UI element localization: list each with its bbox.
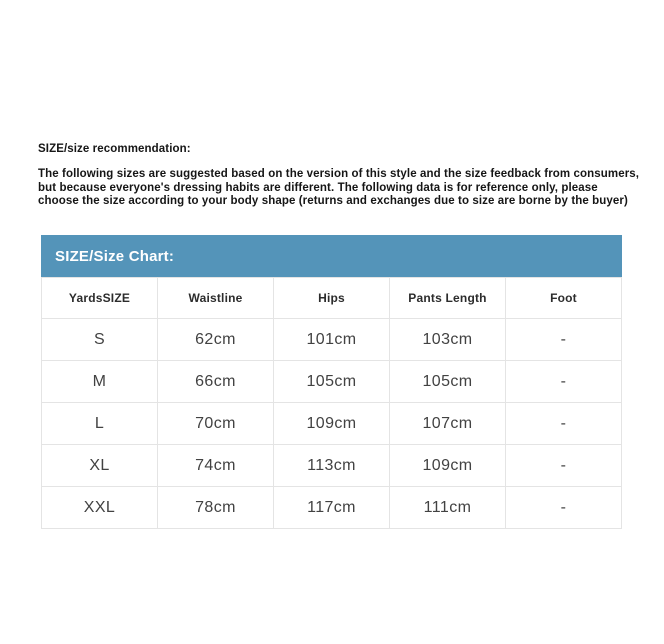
cell-size: S bbox=[42, 319, 158, 361]
cell-hips: 117cm bbox=[274, 487, 390, 529]
cell-foot: - bbox=[506, 487, 622, 529]
table-row-l bbox=[42, 403, 622, 445]
size-recommendation-section bbox=[38, 143, 638, 209]
cell-waistline: 74cm bbox=[158, 445, 274, 487]
column-header-pants-length: Pants Length bbox=[390, 278, 506, 319]
cell-waistline: 62cm bbox=[158, 319, 274, 361]
recommendation-heading: SIZE/size recommendation: bbox=[38, 143, 191, 155]
size-table-header bbox=[42, 278, 622, 319]
cell-foot: - bbox=[506, 319, 622, 361]
cell-foot: - bbox=[506, 445, 622, 487]
cell-pants-length: 111cm bbox=[390, 487, 506, 529]
cell-size: M bbox=[42, 361, 158, 403]
cell-waistline: 78cm bbox=[158, 487, 274, 529]
cell-hips: 113cm bbox=[274, 445, 390, 487]
size-chart-title: SIZE/Size Chart: bbox=[55, 247, 175, 265]
column-header-foot: Foot bbox=[506, 278, 622, 319]
cell-hips: 101cm bbox=[274, 319, 390, 361]
recommendation-line-2: but because everyone's dressing habits are different. The following data is for reference only, please bbox=[38, 181, 598, 194]
recommendation-paragraph bbox=[38, 168, 638, 209]
size-table bbox=[41, 277, 622, 529]
cell-size: XXL bbox=[42, 487, 158, 529]
cell-waistline: 70cm bbox=[158, 403, 274, 445]
size-chart bbox=[41, 235, 622, 529]
cell-hips: 105cm bbox=[274, 361, 390, 403]
size-table-body bbox=[42, 319, 622, 529]
cell-size: XL bbox=[42, 445, 158, 487]
cell-foot: - bbox=[506, 403, 622, 445]
recommendation-line-3: choose the size according to your body shape (returns and exchanges due to size are borne by the buyer) bbox=[38, 195, 628, 208]
column-header-waistline: Waistline bbox=[158, 278, 274, 319]
cell-pants-length: 107cm bbox=[390, 403, 506, 445]
cell-waistline: 66cm bbox=[158, 361, 274, 403]
column-header-hips: Hips bbox=[274, 278, 390, 319]
cell-size: L bbox=[42, 403, 158, 445]
cell-pants-length: 105cm bbox=[390, 361, 506, 403]
cell-hips: 109cm bbox=[274, 403, 390, 445]
table-row-xl bbox=[42, 445, 622, 487]
recommendation-line-1: The following sizes are suggested based on the version of this style and the size feedback from consumers, bbox=[38, 168, 640, 180]
size-chart-title-bar bbox=[41, 235, 622, 277]
table-row-m bbox=[42, 361, 622, 403]
table-row-s bbox=[42, 319, 622, 361]
column-header-yards-size: YardsSIZE bbox=[42, 278, 158, 319]
cell-pants-length: 109cm bbox=[390, 445, 506, 487]
table-row-xxl bbox=[42, 487, 622, 529]
cell-pants-length: 103cm bbox=[390, 319, 506, 361]
header-row bbox=[42, 278, 622, 319]
cell-foot: - bbox=[506, 361, 622, 403]
